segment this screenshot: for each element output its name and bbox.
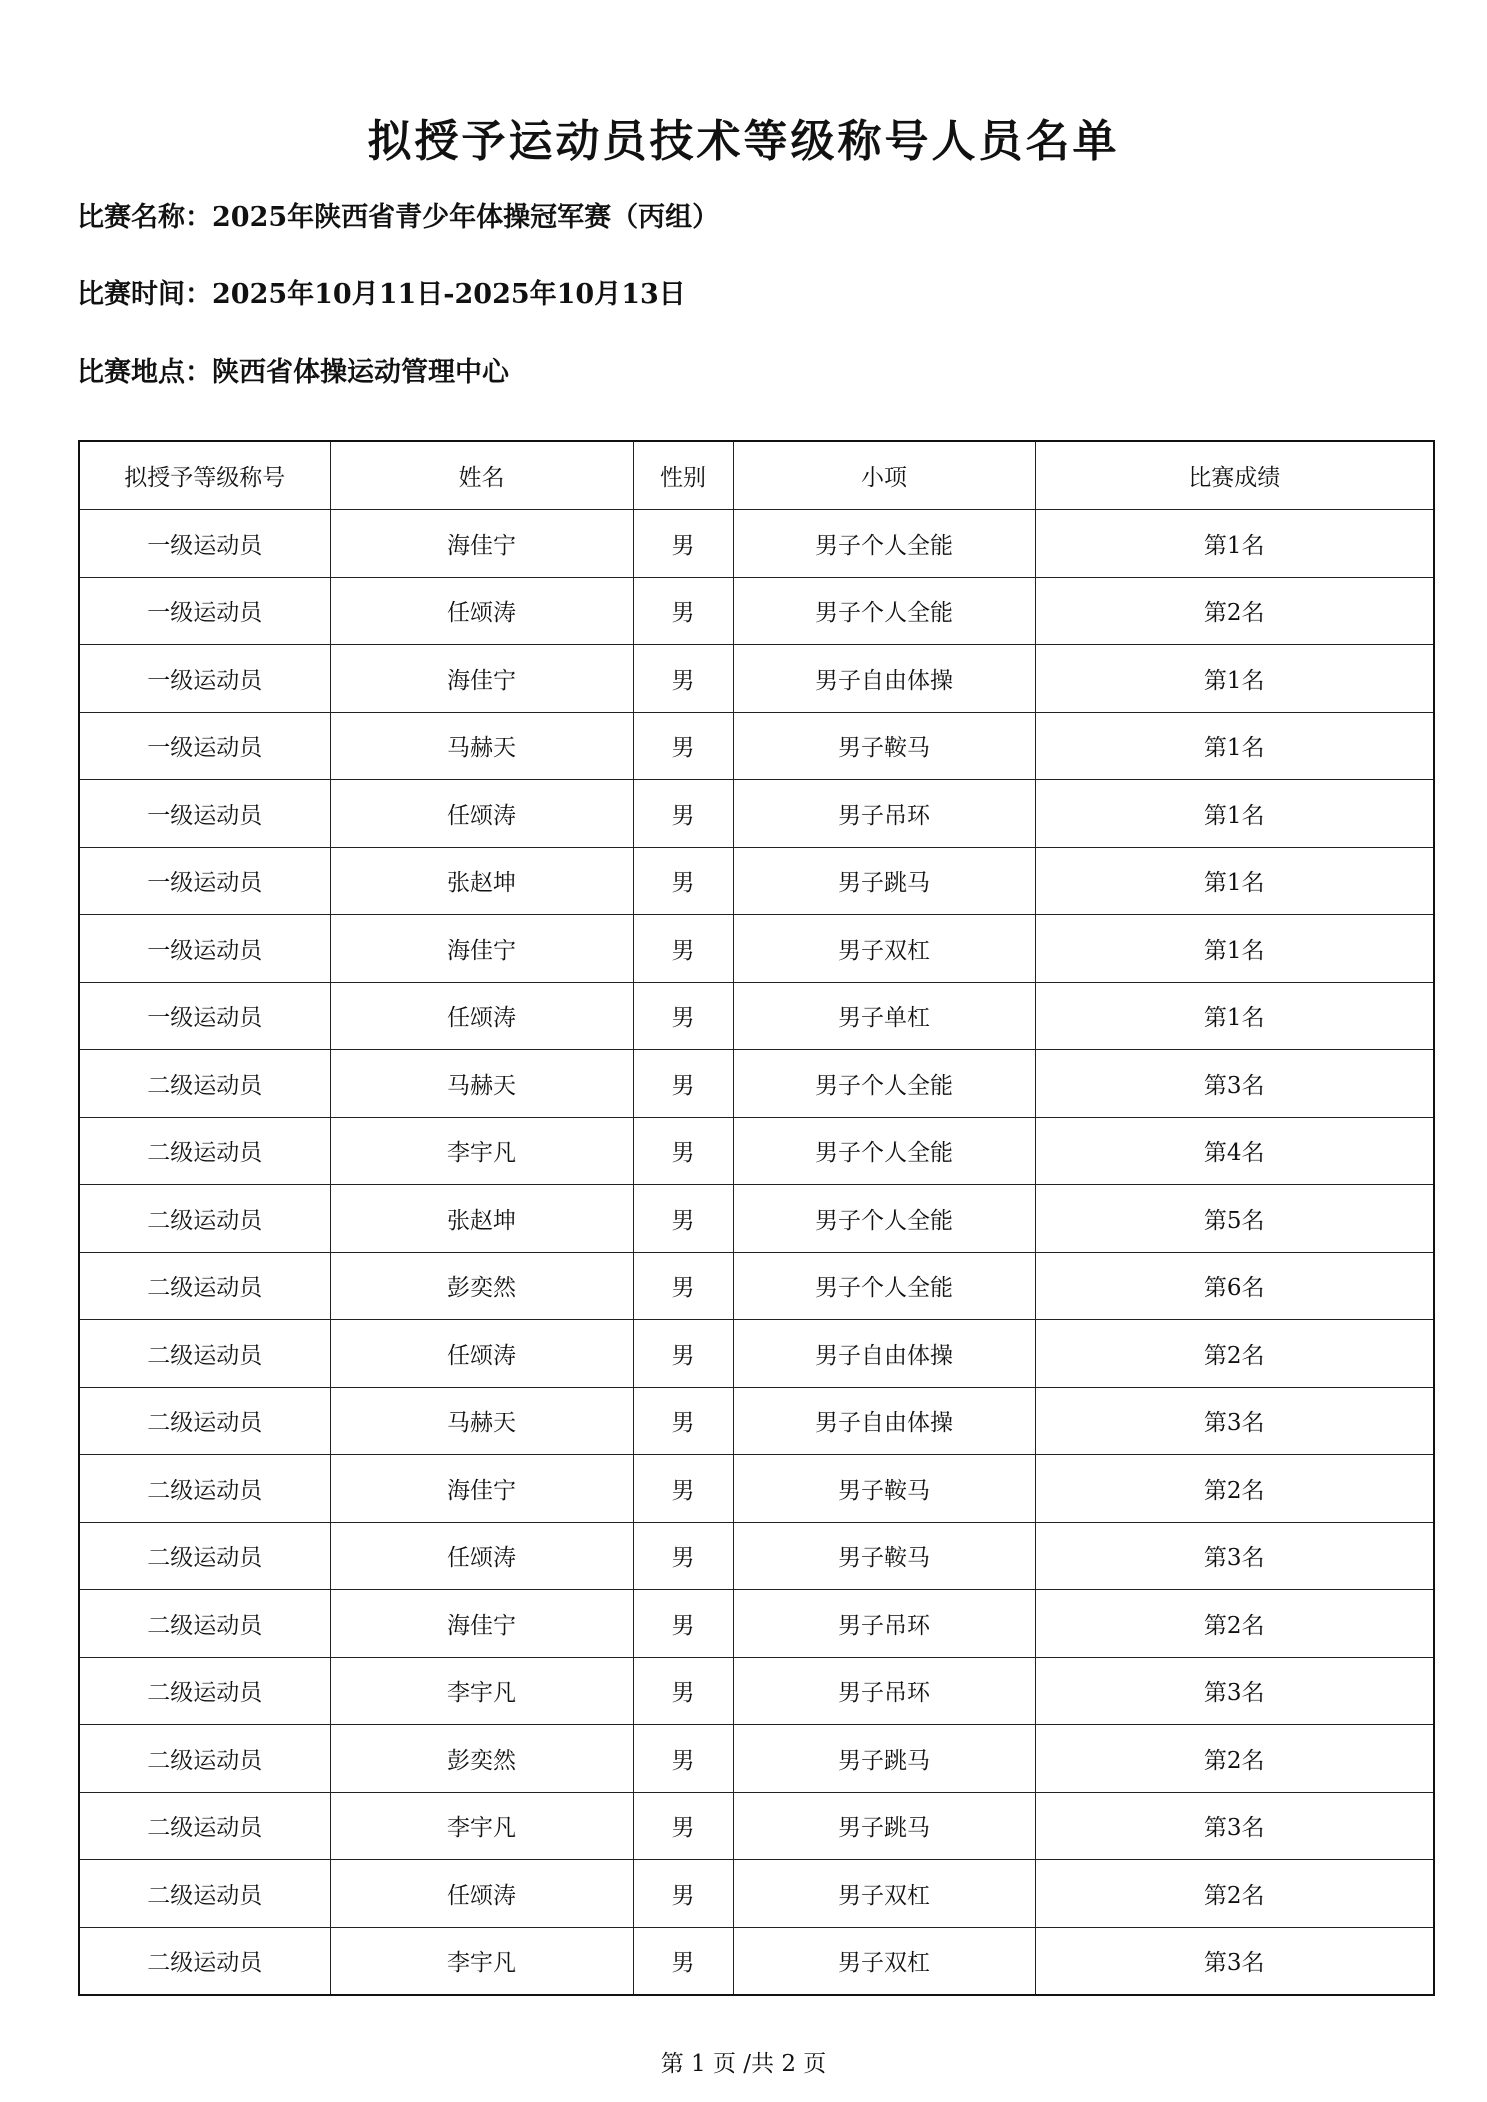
- name-cell: 彭奕然: [330, 1252, 633, 1320]
- grade-cell: 一级运动员: [79, 780, 330, 848]
- table-row: [79, 712, 1434, 780]
- competition-venue-label: 比赛地点：: [77, 357, 212, 388]
- gender-cell: 男: [633, 982, 733, 1050]
- gender-cell: 男: [633, 712, 733, 780]
- table-row: [79, 780, 1434, 848]
- gender-cell: 男: [633, 1657, 733, 1725]
- table-row: [79, 1725, 1434, 1793]
- result-cell: 第6名: [1035, 1252, 1434, 1320]
- result-cell: 第3名: [1035, 1387, 1434, 1455]
- result-cell: 第3名: [1035, 1792, 1434, 1860]
- header-gender: 性别: [633, 441, 733, 510]
- event-cell: 男子吊环: [733, 1590, 1035, 1658]
- table-row: [79, 1117, 1434, 1185]
- event-cell: 男子跳马: [733, 847, 1035, 915]
- result-cell: 第3名: [1035, 1927, 1434, 1995]
- name-cell: 李宇凡: [330, 1792, 633, 1860]
- gender-cell: 男: [633, 1117, 733, 1185]
- result-cell: 第1名: [1035, 915, 1434, 983]
- result-cell: 第3名: [1035, 1050, 1434, 1118]
- header-name: 姓名: [330, 441, 633, 510]
- name-cell: 任颂涛: [330, 982, 633, 1050]
- result-cell: 第1名: [1035, 510, 1434, 578]
- name-cell: 海佳宁: [330, 510, 633, 578]
- name-cell: 李宇凡: [330, 1117, 633, 1185]
- result-cell: 第2名: [1035, 1860, 1434, 1928]
- page-title: 拟授予运动员技术等级称号人员名单: [367, 116, 1120, 167]
- result-cell: 第1名: [1035, 712, 1434, 780]
- table-row: [79, 1590, 1434, 1658]
- result-cell: 第3名: [1035, 1657, 1434, 1725]
- event-cell: 男子跳马: [733, 1725, 1035, 1793]
- competition-time-label: 比赛时间：: [77, 279, 212, 310]
- event-cell: 男子单杠: [733, 982, 1035, 1050]
- gender-cell: 男: [633, 1792, 733, 1860]
- grade-cell: 二级运动员: [79, 1455, 330, 1523]
- event-cell: 男子跳马: [733, 1792, 1035, 1860]
- result-cell: 第2名: [1035, 1725, 1434, 1793]
- result-cell: 第2名: [1035, 577, 1434, 645]
- result-cell: 第1名: [1035, 780, 1434, 848]
- name-cell: 任颂涛: [330, 1860, 633, 1928]
- grade-cell: 二级运动员: [79, 1860, 330, 1928]
- result-cell: 第2名: [1035, 1590, 1434, 1658]
- grade-cell: 一级运动员: [79, 712, 330, 780]
- gender-cell: 男: [633, 1050, 733, 1118]
- gender-cell: 男: [633, 847, 733, 915]
- grade-cell: 一级运动员: [79, 645, 330, 713]
- result-cell: 第1名: [1035, 645, 1434, 713]
- grade-cell: 二级运动员: [79, 1725, 330, 1793]
- grade-cell: 二级运动员: [79, 1590, 330, 1658]
- table-row: [79, 1050, 1434, 1118]
- result-cell: 第2名: [1035, 1320, 1434, 1388]
- result-cell: 第2名: [1035, 1455, 1434, 1523]
- table-header-row: [79, 441, 1434, 510]
- event-cell: 男子个人全能: [733, 1252, 1035, 1320]
- grade-cell: 二级运动员: [79, 1387, 330, 1455]
- result-cell: 第1名: [1035, 982, 1434, 1050]
- grade-cell: 二级运动员: [79, 1657, 330, 1725]
- grade-cell: 二级运动员: [79, 1117, 330, 1185]
- event-cell: 男子鞍马: [733, 712, 1035, 780]
- table-row: [79, 1792, 1434, 1860]
- name-cell: 海佳宁: [330, 1590, 633, 1658]
- name-cell: 任颂涛: [330, 780, 633, 848]
- event-cell: 男子鞍马: [733, 1455, 1035, 1523]
- gender-cell: 男: [633, 645, 733, 713]
- gender-cell: 男: [633, 1522, 733, 1590]
- table-row: [79, 915, 1434, 983]
- grade-cell: 一级运动员: [79, 915, 330, 983]
- table-row: [79, 1860, 1434, 1928]
- event-cell: 男子自由体操: [733, 645, 1035, 713]
- event-cell: 男子双杠: [733, 1927, 1035, 1995]
- table-row: [79, 1185, 1434, 1253]
- table-row: [79, 1455, 1434, 1523]
- grade-cell: 二级运动员: [79, 1927, 330, 1995]
- competition-name-value: 2025年陕西省青少年体操冠军赛（丙组）: [212, 202, 720, 233]
- table-row: [79, 510, 1434, 578]
- event-cell: 男子鞍马: [733, 1522, 1035, 1590]
- table-row: [79, 1927, 1434, 1995]
- name-cell: 马赫天: [330, 712, 633, 780]
- grade-cell: 一级运动员: [79, 510, 330, 578]
- name-cell: 彭奕然: [330, 1725, 633, 1793]
- gender-cell: 男: [633, 1320, 733, 1388]
- event-cell: 男子双杠: [733, 915, 1035, 983]
- table-row: [79, 577, 1434, 645]
- page-footer: 第 1 页 /共 2 页: [660, 2051, 827, 2077]
- header-event: 小项: [733, 441, 1035, 510]
- event-cell: 男子个人全能: [733, 1117, 1035, 1185]
- result-cell: 第4名: [1035, 1117, 1434, 1185]
- table-row: [79, 1657, 1434, 1725]
- gender-cell: 男: [633, 510, 733, 578]
- gender-cell: 男: [633, 1455, 733, 1523]
- name-cell: 任颂涛: [330, 577, 633, 645]
- event-cell: 男子个人全能: [733, 510, 1035, 578]
- name-cell: 海佳宁: [330, 1455, 633, 1523]
- name-cell: 海佳宁: [330, 915, 633, 983]
- gender-cell: 男: [633, 1185, 733, 1253]
- event-cell: 男子个人全能: [733, 1050, 1035, 1118]
- table-row: [79, 645, 1434, 713]
- name-cell: 任颂涛: [330, 1522, 633, 1590]
- grade-cell: 一级运动员: [79, 982, 330, 1050]
- grade-cell: 二级运动员: [79, 1522, 330, 1590]
- name-cell: 海佳宁: [330, 645, 633, 713]
- competition-name-line: [77, 195, 719, 234]
- name-cell: 任颂涛: [330, 1320, 633, 1388]
- event-cell: 男子吊环: [733, 1657, 1035, 1725]
- gender-cell: 男: [633, 1725, 733, 1793]
- grade-cell: 二级运动员: [79, 1792, 330, 1860]
- gender-cell: 男: [633, 915, 733, 983]
- table-row: [79, 847, 1434, 915]
- grade-cell: 二级运动员: [79, 1185, 330, 1253]
- gender-cell: 男: [633, 1387, 733, 1455]
- event-cell: 男子自由体操: [733, 1320, 1035, 1388]
- event-cell: 男子吊环: [733, 780, 1035, 848]
- name-cell: 李宇凡: [330, 1657, 633, 1725]
- grade-cell: 一级运动员: [79, 847, 330, 915]
- competition-time-line: [77, 272, 686, 311]
- grade-cell: 一级运动员: [79, 577, 330, 645]
- result-cell: 第5名: [1035, 1185, 1434, 1253]
- name-cell: 马赫天: [330, 1387, 633, 1455]
- name-cell: 李宇凡: [330, 1927, 633, 1995]
- name-cell: 张赵坤: [330, 847, 633, 915]
- competition-venue-value: 陕西省体操运动管理中心: [212, 357, 509, 388]
- grade-cell: 二级运动员: [79, 1050, 330, 1118]
- competition-venue-line: [77, 350, 509, 389]
- name-cell: 张赵坤: [330, 1185, 633, 1253]
- event-cell: 男子双杠: [733, 1860, 1035, 1928]
- table-row: [79, 1320, 1434, 1388]
- roster-table: [78, 440, 1435, 1996]
- result-cell: 第3名: [1035, 1522, 1434, 1590]
- grade-cell: 二级运动员: [79, 1320, 330, 1388]
- event-cell: 男子个人全能: [733, 1185, 1035, 1253]
- name-cell: 马赫天: [330, 1050, 633, 1118]
- result-cell: 第1名: [1035, 847, 1434, 915]
- table-body: [79, 510, 1434, 1996]
- gender-cell: 男: [633, 1860, 733, 1928]
- header-result: 比赛成绩: [1035, 441, 1434, 510]
- gender-cell: 男: [633, 577, 733, 645]
- gender-cell: 男: [633, 1927, 733, 1995]
- competition-time-value: 2025年10月11日-2025年10月13日: [212, 279, 686, 310]
- gender-cell: 男: [633, 1590, 733, 1658]
- competition-name-label: 比赛名称：: [77, 202, 212, 233]
- gender-cell: 男: [633, 1252, 733, 1320]
- table-row: [79, 1252, 1434, 1320]
- grade-cell: 二级运动员: [79, 1252, 330, 1320]
- event-cell: 男子个人全能: [733, 577, 1035, 645]
- gender-cell: 男: [633, 780, 733, 848]
- table-row: [79, 982, 1434, 1050]
- header-grade: 拟授予等级称号: [79, 441, 330, 510]
- table-row: [79, 1522, 1434, 1590]
- table-row: [79, 1387, 1434, 1455]
- event-cell: 男子自由体操: [733, 1387, 1035, 1455]
